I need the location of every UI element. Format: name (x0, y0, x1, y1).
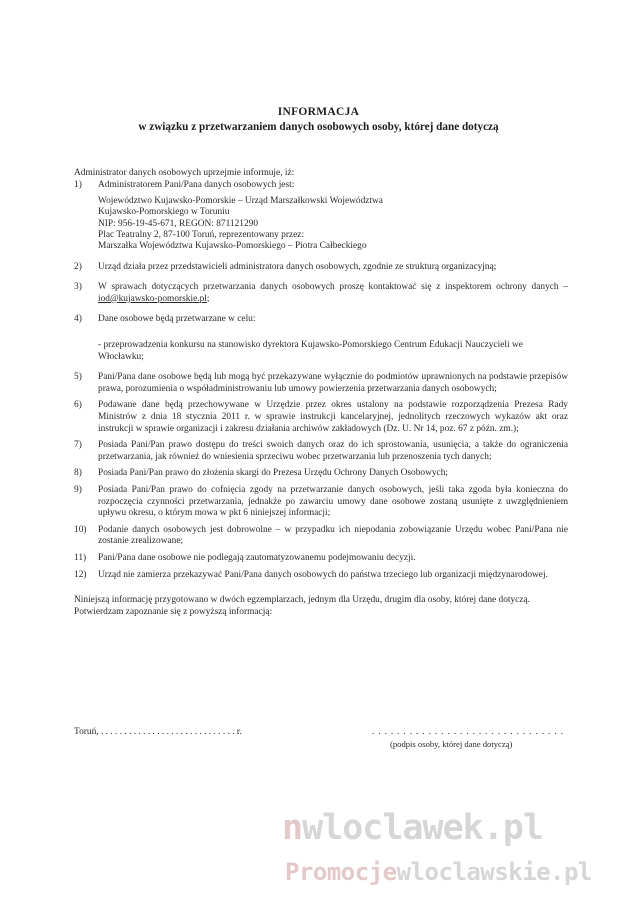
closing-text: Niniejszą informację przygotowano w dwóch egzemplarzach, jednym dla Urzędu, drugim dla osoby, której dane dotyczą. (74, 595, 531, 606)
email-link[interactable]: iod@kujawsko-pomorskie.pl (98, 293, 207, 304)
list-item-2 (74, 262, 568, 274)
list-item-10 (74, 525, 568, 548)
item-number: 7) (74, 440, 82, 451)
document-title: INFORMACJA (277, 106, 360, 118)
address-line: NIP: 956-19-45-671, REGON: 871121290 (98, 218, 259, 229)
confirmation-text: Potwierdzam zapoznanie się z powyższą informacją: (74, 606, 273, 617)
list-item-1 (74, 180, 568, 192)
list-item-7 (74, 440, 568, 463)
item-text: Posiada Pani/Pan prawo do złożenia skargi do Prezesa Urzędu Ochrony Danych Osobowych; (98, 468, 448, 479)
list-item-6 (74, 400, 568, 435)
list-item-8 (74, 468, 568, 480)
item-number: 3) (74, 282, 82, 293)
document-subtitle: w związku z przetwarzaniem danych osobowych osoby, której dane dotyczą (138, 121, 499, 133)
item-text: Administratorem Pani/Pana danych osobowych jest: (98, 179, 295, 190)
item-number: 9) (74, 484, 82, 495)
intro-text: Administrator danych osobowych uprzejmie informuje, iż: (74, 168, 295, 178)
address-line: Województwo Kujawsko-Pomorskie – Urząd Marszałkowski Województwa (98, 196, 383, 207)
place-date-field: Toruń, . . . . . . . . . . . . . . . . . . . . . . . . . . . . . r. (74, 727, 242, 737)
list-item-5 (74, 372, 568, 395)
item-number: 2) (74, 261, 82, 272)
item-text: Dane osobowe będą przetwarzane w celu: (98, 314, 256, 325)
watermark-line-1: nwloclawek.pl (282, 808, 543, 848)
item-number: 6) (74, 400, 82, 411)
list-item-4 (74, 314, 568, 326)
item-text: Podawane dane będą przechowywane w Urzędzie przez okres ustalony na podstawie rozporządzenia Prezesa Rady Ministrów z dnia 18 stycznia 2011 r. w sprawie instrukcji kancelaryjnej, jednolitych rzeczowych wykazów akt oraz instrukcji w sprawie organizacji i zakresu działania archiwów zakładowych (Dz. U. Nr 14, poz. 67 z późn. zm.); (98, 400, 568, 434)
address-line: Plac Teatralny 2, 87-100 Toruń, reprezentowany przez: (98, 230, 305, 241)
item-text: Urząd działa przez przedstawicieli administratora danych osobowych, zgodnie ze strukturą organizacyjną; (98, 261, 497, 272)
list-item-3 (74, 282, 568, 305)
item-text: Urząd nie zamierza przekazywać Pani/Pana danych osobowych do państwa trzeciego lub organizacji międzynarodowej. (98, 569, 548, 580)
item-number: 10) (74, 524, 87, 535)
item-text: Pani/Pana dane osobowe nie podlegają zautomatyzowanemu podejmowaniu decyzji. (98, 552, 416, 563)
item-number: 5) (74, 372, 82, 383)
item-number: 12) (74, 569, 87, 580)
item-text: Posiada Pani/Pan prawo dostępu do treści swoich danych oraz do ich sprostowania, usunięcia, a także do ograniczenia przetwarzania, jak również do wniesienia sprzeciwu wobec przetwarzania lub przenoszenia tych danych; (98, 440, 568, 462)
item-number: 1) (74, 179, 82, 190)
purpose-text: - przeprowadzenia konkursu na stanowisko dyrektora Kujawsko-Pomorskiego Centrum Edukacji Nauczycieli we Włocławku; (98, 340, 523, 362)
item-number: 8) (74, 468, 82, 479)
list-item-12 (74, 570, 568, 582)
item-number: 4) (74, 314, 82, 325)
address-line: Marszałka Województwa Kujawsko-Pomorskiego – Piotra Całbeckiego (98, 241, 367, 252)
item-number: 11) (74, 552, 87, 563)
list-item-11 (74, 553, 568, 565)
item-text: Pani/Pana dane osobowe będą lub mogą być przekazywane wyłącznie do podmiotów uprawnionych na podstawie przepisów prawa, porozumienia o współadministrowaniu lub umowy powierzenia przetwarzania danych osobowych; (98, 372, 568, 394)
watermark-line-2: Promocjewloclawskie.pl (285, 858, 592, 886)
item-text-tail: ; (206, 293, 210, 304)
item-text: Posiada Pani/Pan prawo do cofnięcia zgody na przetwarzanie danych osobowych, jeśli taka zgoda była konieczna do rozpoczęcia czynności przetwarzania, jednakże po zawarciu umowy dane osobowe zostaną usunięte z uwzględnieniem upływu okresu, o którym mowa w pkt 6 niniejszej informacji; (98, 484, 568, 519)
signature-caption: (podpis osoby, której dane dotyczą) (390, 739, 513, 749)
administrator-address (98, 196, 568, 252)
item-text (98, 282, 568, 305)
address-line: Kujawsko-Pomorskiego w Toruniu (98, 207, 230, 218)
document-body (74, 168, 568, 618)
list-item-9 (74, 485, 568, 520)
item-text-main: W sprawach dotyczących przetwarzania danych osobowych proszę kontaktować się z inspektorem ochrony danych – (98, 282, 568, 293)
signature-field: . . . . . . . . . . . . . . . . . . . . . . . . . . . . . . . (372, 727, 564, 737)
item-text: Podanie danych osobowych jest dobrowolne – w przypadku ich niepodania zobowiązanie Urzędu wobec Pani/Pana nie zostanie zrealizowane; (98, 524, 568, 547)
